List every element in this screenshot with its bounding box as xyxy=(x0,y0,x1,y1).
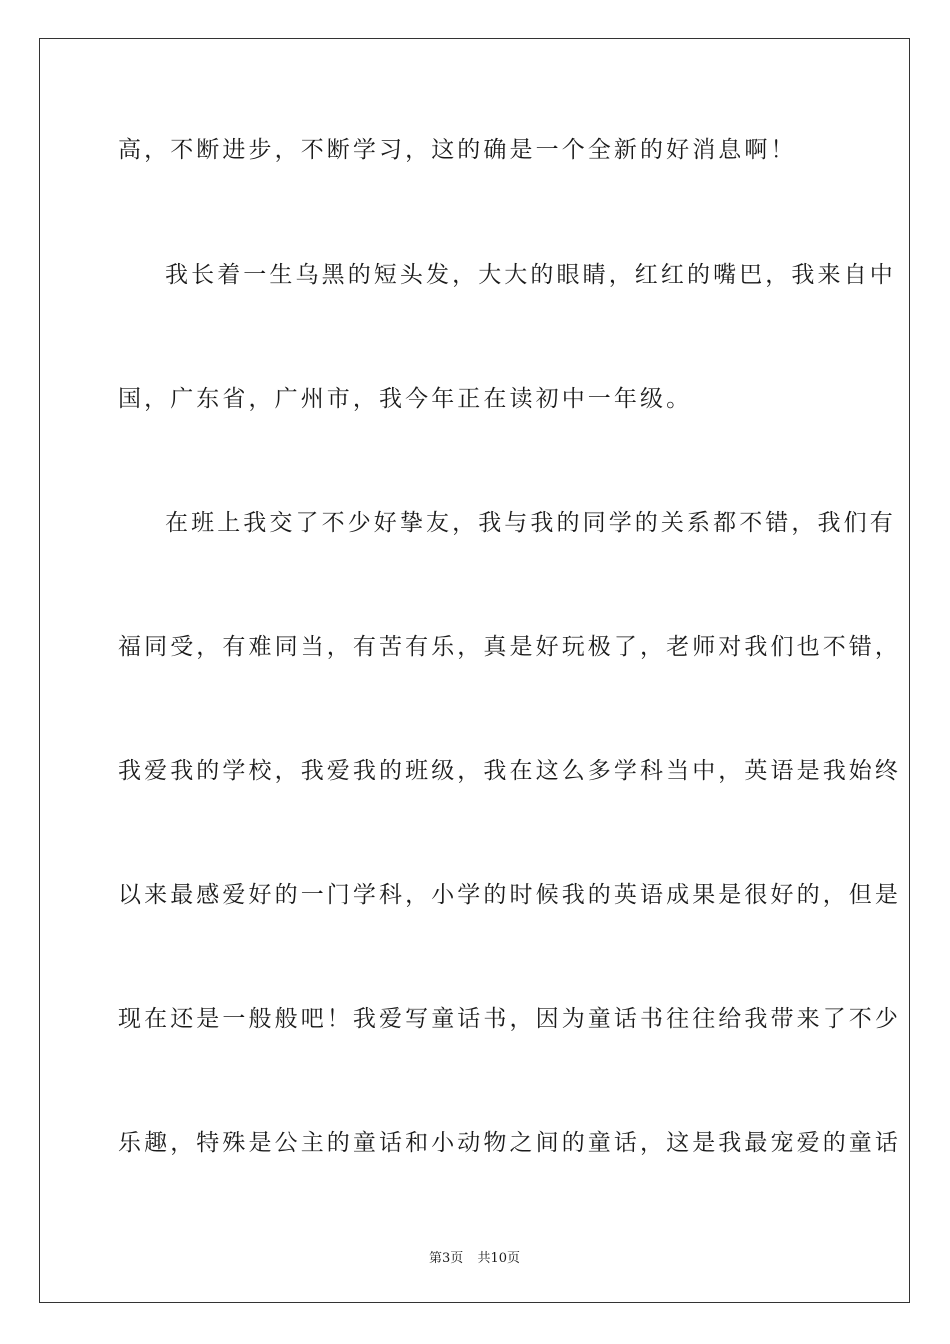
text-line-2: 我长着一生乌黑的短头发，大大的眼睛，红红的嘴巴，我来自中 xyxy=(165,262,896,288)
text-line-3: 国，广东省，广州市，我今年正在读初中一年级。 xyxy=(118,386,693,412)
text-line-7: 以来最感爱好的一门学科，小学的时候我的英语成果是很好的，但是 xyxy=(118,882,901,908)
page-footer xyxy=(40,1247,909,1266)
text-line-1: 高，不断进步，不断学习，这的确是一个全新的好消息啊！ xyxy=(118,137,797,163)
text-line-8: 现在还是一般般吧！我爱写童话书，因为童话书往往给我带来了不少 xyxy=(118,1006,901,1032)
text-line-9: 乐趣，特殊是公主的童话和小动物之间的童话，这是我最宠爱的童话 xyxy=(118,1130,901,1156)
page-total: 共10页 xyxy=(477,1251,520,1266)
text-line-5: 福同受，有难同当，有苦有乐，真是好玩极了，老师对我们也不错， xyxy=(118,634,901,660)
text-line-4: 在班上我交了不少好挚友，我与我的同学的关系都不错，我们有 xyxy=(165,510,896,536)
document-page xyxy=(39,38,910,1303)
text-line-6: 我爱我的学校，我爱我的班级，我在这么多学科当中，英语是我始终 xyxy=(118,758,901,784)
page-number: 第3页 xyxy=(429,1251,464,1266)
